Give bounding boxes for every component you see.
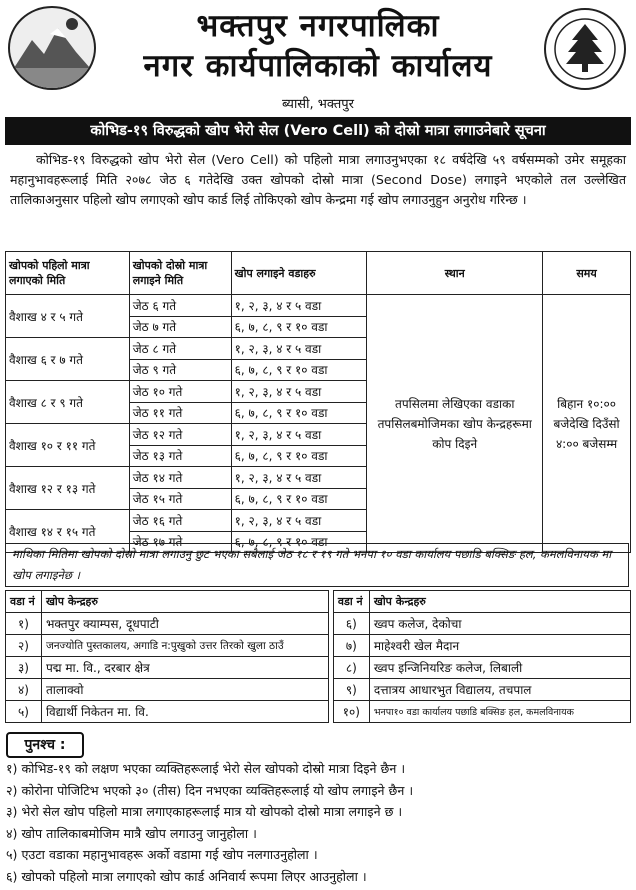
second-dose-date: जेठ ९ गते [129, 359, 231, 381]
second-dose-date: जेठ १० गते [129, 381, 231, 403]
center-name: भनपा१० वडा कार्यालय पछाडि बक्सिङ हल, कमलविनायक [369, 701, 630, 723]
wards-cell: १, २, ३, ४ र ५ वडा [231, 467, 367, 489]
first-dose-date: वैशाख १२ र १३ गते [6, 467, 130, 510]
time-cell: बिहान १०:०० बजेदेखि दिउँसो ४:०० बजेसम्म [543, 295, 631, 553]
header-ward-no: वडा नं [333, 591, 369, 613]
list-item: ४) खोप तालिकाबमोजिम मात्रै खोप लगाउनु जानुहोला । [6, 825, 257, 841]
second-dose-date: जेठ १७ गते [129, 531, 231, 553]
note-box: माथिका मितिमा खोपको दोस्रो मात्रा लगाउनु छुट भएका सबैलाई जेठ १८ र १९ गते भनपा १० वडा कार्यालय पछाडि बक्सिङ हल, कमलविनायक मा खोप लगाइनेछ । [5, 543, 629, 587]
notice-banner: कोभिड-१९ विरुद्धको खोप भेरो सेल (Vero Cell) को दोस्रो मात्रा लगाउनेबारे सूचना [5, 117, 631, 145]
first-dose-date: वैशाख १० र ११ गते [6, 424, 130, 467]
place-cell: तपसिलमा लेखिएका वडाका तपसिलबमोजिमका खोप केन्द्रहरूमा कोप दिइने [367, 295, 543, 553]
wards-cell: ६, ७, ८, ९ र १० वडा [231, 531, 367, 553]
header-ward-no: वडा नं [6, 591, 42, 613]
header-time: समय [543, 252, 631, 295]
ward-no: ३) [6, 657, 42, 679]
ward-no: ९) [333, 679, 369, 701]
wards-cell: ६, ७, ८, ९ र १० वडा [231, 488, 367, 510]
header [0, 0, 636, 92]
header-first-dose: खोपको पहिलो मात्रा लगाएको मिति [6, 252, 130, 295]
second-dose-date: जेठ ७ गते [129, 316, 231, 338]
list-item: २) कोरोना पोजिटिभ भएको ३० (तीस) दिन नभएका व्यक्तिहरूलाई यो खोप लगाइने छैन । [6, 782, 414, 798]
header-center: खोप केन्द्रहरु [41, 591, 328, 613]
table-row [6, 613, 631, 635]
address: ब्यासी, भक्तपुर [282, 97, 354, 112]
second-dose-date: जेठ १३ गते [129, 445, 231, 467]
ward-no: २) [6, 635, 42, 657]
wards-cell: १, २, ३, ४ र ५ वडा [231, 295, 367, 317]
header-place: स्थान [367, 252, 543, 295]
punashcha-label: पुनश्च : [6, 732, 84, 758]
wards-cell: १, २, ३, ४ र ५ वडा [231, 338, 367, 360]
ward-no: ५) [6, 701, 42, 723]
center-name: पद्म मा. वि., दरबार क्षेत्र [41, 657, 328, 679]
header-second-dose: खोपको दोस्रो मात्रा लगाइने मिति [129, 252, 231, 295]
header-center: खोप केन्द्रहरु [369, 591, 630, 613]
centers-header-row [6, 591, 631, 613]
wards-cell: १, २, ३, ४ र ५ वडा [231, 381, 367, 403]
ward-no: ७) [333, 635, 369, 657]
first-dose-date: वैशाख ८ र ९ गते [6, 381, 130, 424]
second-dose-date: जेठ ६ गते [129, 295, 231, 317]
second-dose-date: जेठ १२ गते [129, 424, 231, 446]
ward-no: १०) [333, 701, 369, 723]
center-name: माहेश्वरी खेल मैदान [369, 635, 630, 657]
center-name: तालाक्वो [41, 679, 328, 701]
second-dose-date: जेठ ८ गते [129, 338, 231, 360]
wards-cell: १, २, ३, ४ र ५ वडा [231, 510, 367, 532]
schedule-header-row [6, 252, 631, 295]
center-name: दत्तात्रय आधारभुत विद्यालय, तचपाल [369, 679, 630, 701]
table-row [6, 635, 631, 657]
ward-no: ४) [6, 679, 42, 701]
title-line2: नगर कार्यपालिकाको कार्यालय [143, 48, 493, 84]
center-name: ख्वप कलेज, देकोचा [369, 613, 630, 635]
wards-cell: १, २, ३, ४ र ५ वडा [231, 424, 367, 446]
ward-no: ८) [333, 657, 369, 679]
second-dose-date: जेठ १६ गते [129, 510, 231, 532]
intro-paragraph: कोभिड-१९ विरुद्धको खोप भेरो सेल (Vero Cell) को पहिलो मात्रा लगाउनुभएका १८ वर्षदेखि ५९ वर्षसम्मको उमेर समूहका महानुभावहरूलाई मिति २०७८ जेठ ६ गतेदेखि उक्त खोपको दोस्रो मात्रा (Second Dose) लगाइने भएकोले तल उल्लेखित तालिकाअनुसार पहिलो खोप लगाएको खोप कार्ड लिई तोकिएको खोप केन्द्रमा गई खोप लगाउनुहुन अनुरोध गरिन्छ । [10, 152, 626, 207]
wards-cell: ६, ७, ८, ९ र १० वडा [231, 402, 367, 424]
first-dose-date: वैशाख १४ र १५ गते [6, 510, 130, 553]
header-wards: खोप लगाइने वडाहरु [231, 252, 367, 295]
center-name: विद्यार्थी निकेतन मा. वि. [41, 701, 328, 723]
vaccination-centers-table [5, 590, 631, 723]
second-dose-date: जेठ ११ गते [129, 402, 231, 424]
table-row [6, 679, 631, 701]
wards-cell: ६, ७, ८, ९ र १० वडा [231, 445, 367, 467]
ward-no: ६) [333, 613, 369, 635]
first-dose-date: वैशाख ४ र ५ गते [6, 295, 130, 338]
punashcha-points [6, 758, 630, 887]
second-dose-date: जेठ १४ गते [129, 467, 231, 489]
ward-no: १) [6, 613, 42, 635]
list-item: ३) भेरो सेल खोप पहिलो मात्रा लगाएकाहरूलाई मात्र यो खोपको दोस्रो मात्रा लगाइने छ । [6, 804, 403, 819]
list-item: १) कोभिड-१९ को लक्षण भएका व्यक्तिहरूलाई भेरो सेल खोपको दोस्रो मात्रा दिइने छैन । [6, 761, 406, 776]
table-row [6, 657, 631, 679]
wards-cell: ६, ७, ८, ९ र १० वडा [231, 316, 367, 338]
table-row [6, 295, 631, 317]
list-item: ५) एउटा वडाका महानुभावहरू अर्को वडामा गई खोप नलगाउनुहोला । [6, 847, 318, 862]
table-row [6, 701, 631, 723]
first-dose-date: वैशाख ६ र ७ गते [6, 338, 130, 381]
bhaktapur-municipality-logo [544, 8, 626, 90]
wards-cell: ६, ७, ८, ९ र १० वडा [231, 359, 367, 381]
list-item: ६) खोपको पहिलो मात्रा लगाएको खोप कार्ड अनिवार्य रूपमा लिएर आउनुहोला । [6, 868, 367, 884]
center-name: जनज्योति पुस्तकालय, अगाडि न:पुखुको उत्तर तिरको खुला ठाउँ [41, 635, 328, 657]
center-name: ख्वप इन्जिनियरिङ कलेज, लिबाली [369, 657, 630, 679]
schedule-table [5, 251, 631, 553]
second-dose-date: जेठ १५ गते [129, 488, 231, 510]
title-line1: भक्तपुर नगरपालिका [196, 8, 440, 44]
center-name: भक्तपुर क्याम्पस, दूधपाटी [41, 613, 328, 635]
